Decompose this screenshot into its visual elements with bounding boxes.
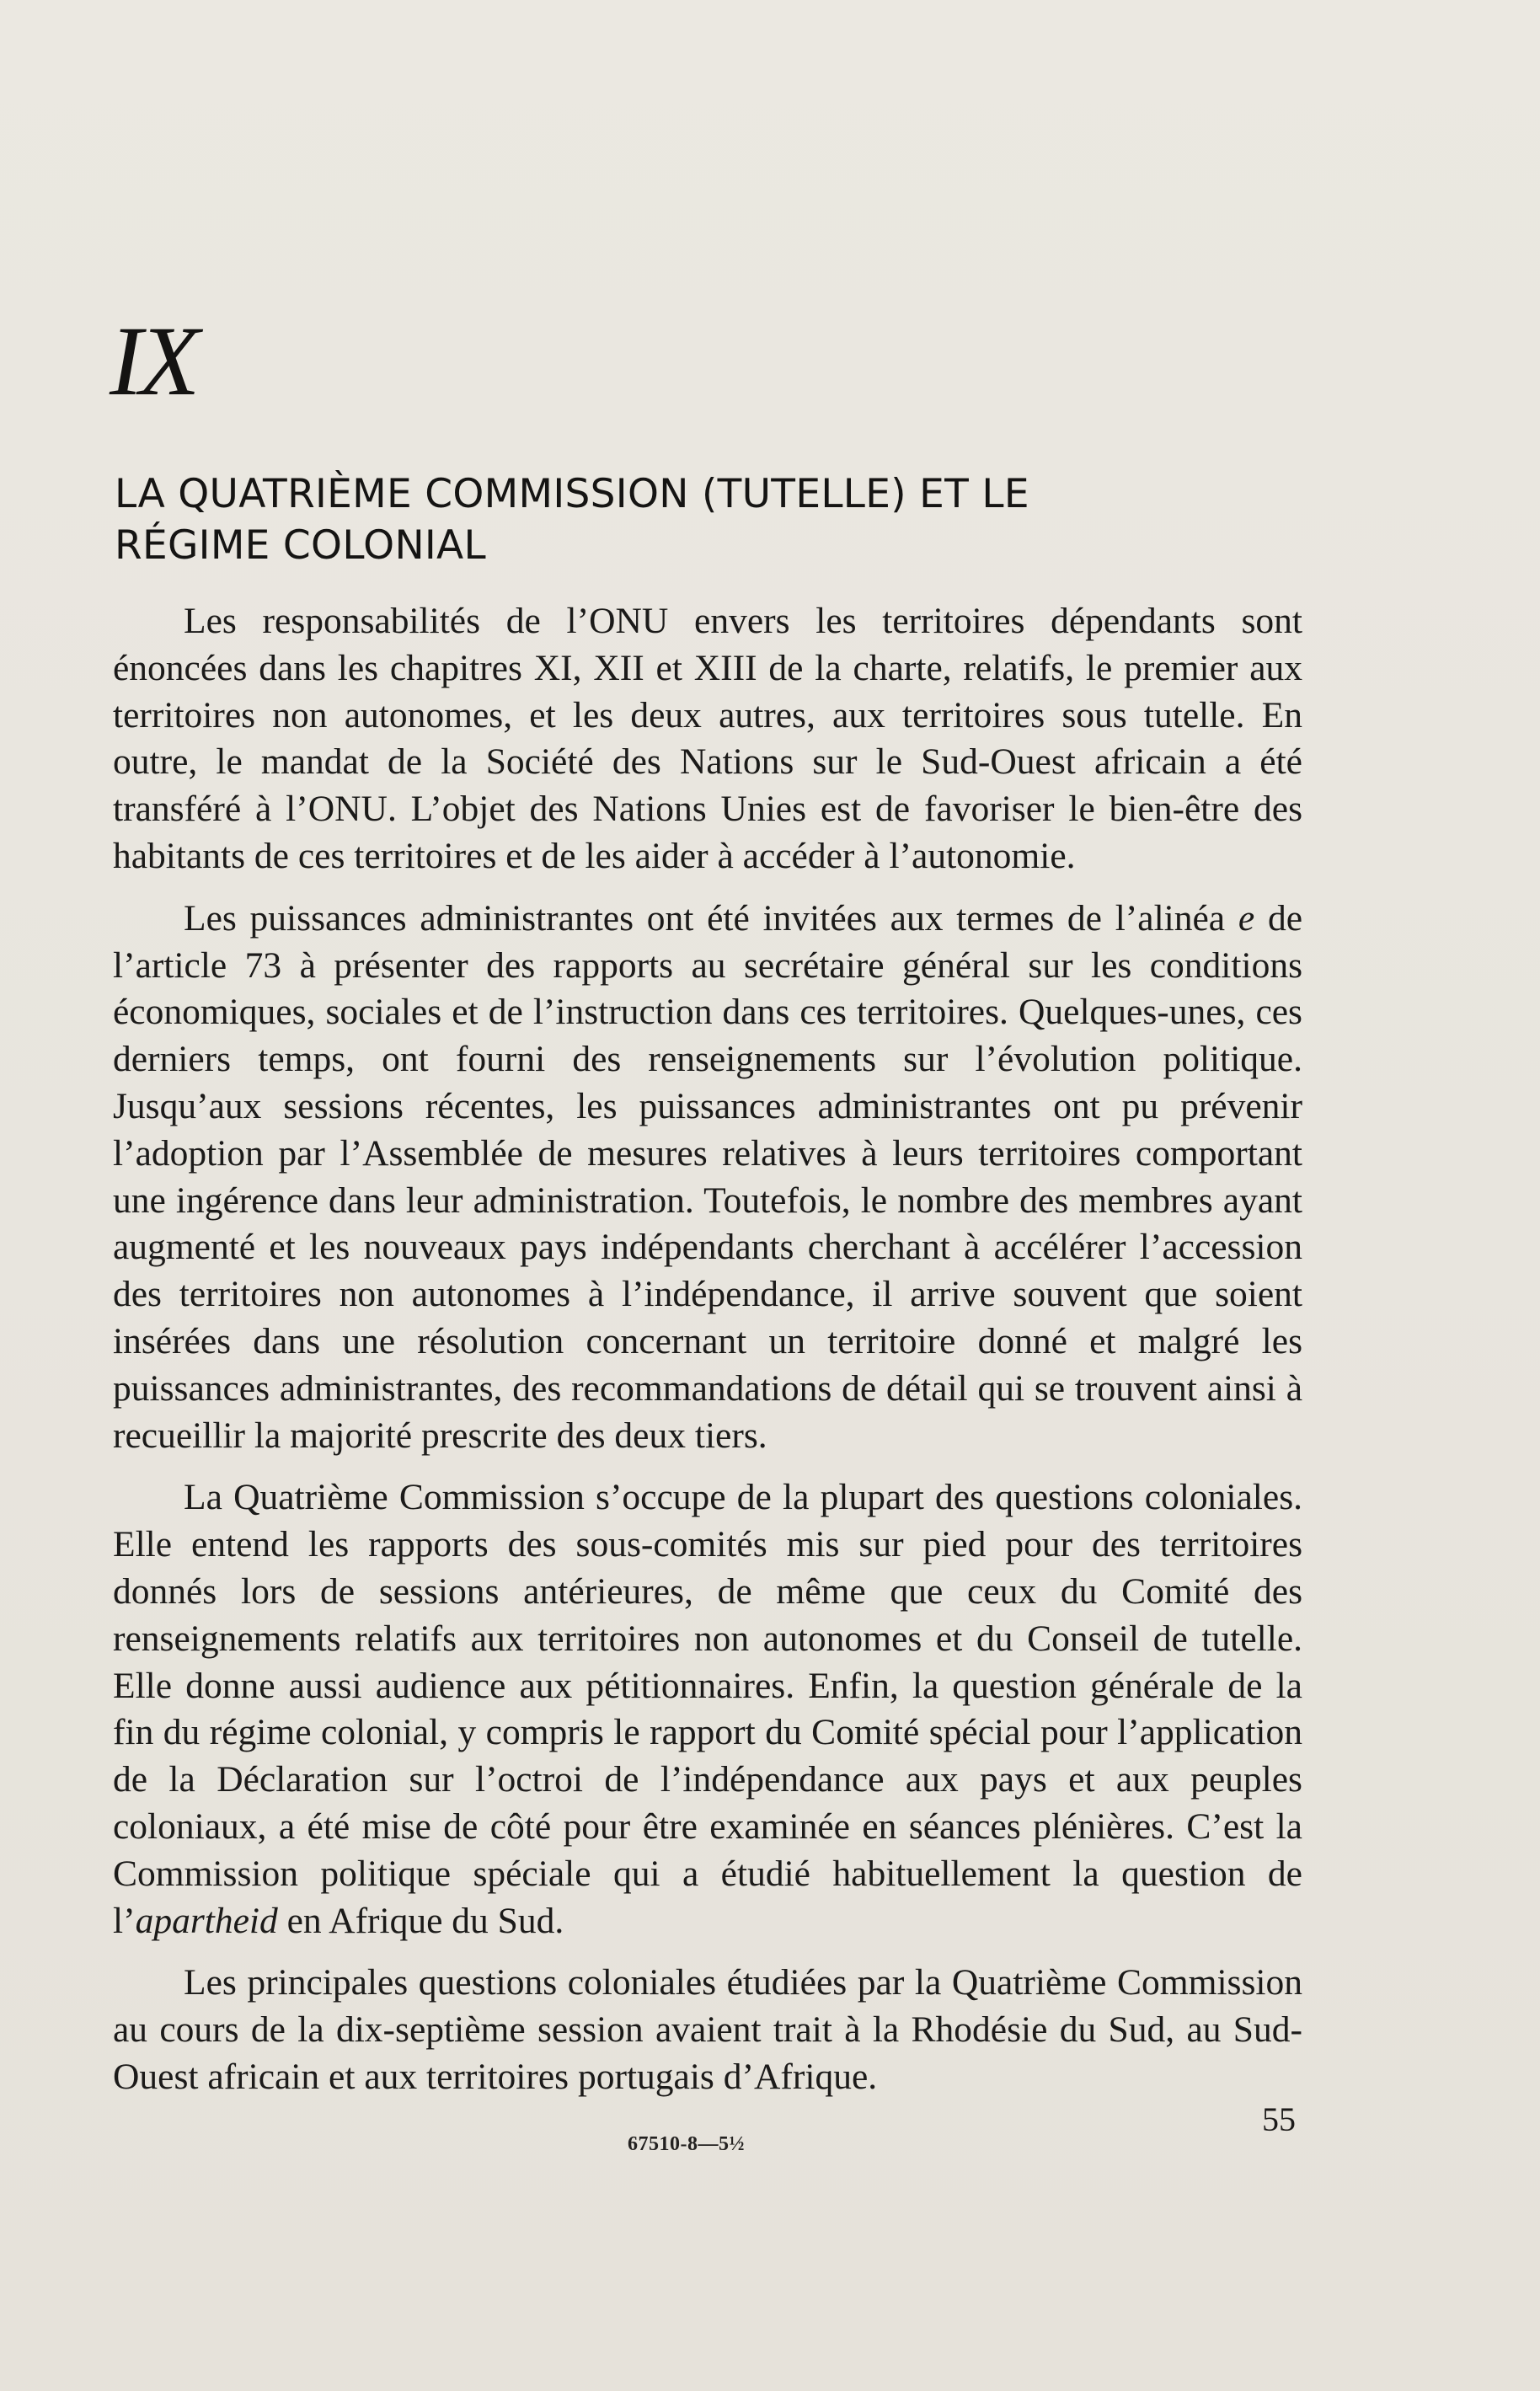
paragraph-2-italic: e bbox=[1238, 897, 1255, 939]
chapter-title bbox=[115, 468, 1126, 571]
paragraph-4: Les principales questions coloniales étudiées par la Quatrième Commission au cours de la dix-septième session avaient trait à la Rhodésie du Sud, au Sud-Ouest africain et aux territoires portugais d’Afrique. bbox=[113, 1962, 1302, 2097]
chapter-title-line-1: LA QUATRIÈME COMMISSION (TUTELLE) ET LE bbox=[115, 471, 1029, 517]
body-text bbox=[113, 598, 1302, 2101]
paragraph-2-text-b: de l’article 73 à présenter des rapports au secrétaire général sur les conditions économiques, sociales et de l’instruction dans ces territoires. Quelques-unes, ces derniers temps, ont fourni des renseignements sur l’évolution politique. Jusqu’aux sessions récentes, les puissances administrantes ont pu prévenir l’adoption par l’Assemblée de mesures relatives à leurs territoires comportant une ingérence dans leur administration. Toutefois, le nombre des membres ayant augmenté et les nouveaux pays indépendants cherchant à accélérer l’accession des territoires non autonomes à l’indépendance, il arrive souvent que soient insérées dans une résolution concernant un territoire donné et malgré les puissances administrantes, des recommandations de détail qui se trouvent ainsi à recueillir la majorité prescrite des deux tiers. bbox=[113, 897, 1302, 1456]
paragraph-3-text-a: La Quatrième Commission s’occupe de la plupart des questions coloniales. Elle entend les rapports des sous-comités mis sur pied pour des territoires donnés lors de sessions antérieures, de même que ceux du Comité des renseignements relatifs aux territoires non autonomes et du Conseil de tutelle. Elle donne aussi audience aux pétitionnaires. Enfin, la question générale de la fin du régime colonial, y compris le rapport du Comité spécial pour l’application de la Déclaration sur l’octroi de l’indépendance aux pays et aux peuples coloniaux, a été mise de côté pour être examinée en séances plénières. C’est la Commission politique spéciale qui a étudié habituellement la question de l’ bbox=[113, 1477, 1302, 1941]
paragraph-2 bbox=[113, 896, 1302, 1460]
chapter-title-line-2: RÉGIME COLONIAL bbox=[115, 522, 486, 569]
chapter-numeral: IX bbox=[110, 306, 197, 416]
paragraph-3-italic: apartheid bbox=[135, 1900, 278, 1941]
page-number: 55 bbox=[1262, 2100, 1296, 2138]
print-code: 67510-8—5½ bbox=[628, 2133, 745, 2155]
paragraph-2-text-a: Les puissances administrantes ont été invitées aux termes de l’alinéa bbox=[184, 897, 1238, 939]
paragraph-1: Les responsabilités de l’ONU envers les territoires dépendants sont énoncées dans les chapitres XI, XII et XIII de la charte, relatifs, le premier aux territoires non autonomes, et les deux autres, aux territoires sous tutelle. En outre, le mandat de la Société des Nations sur le Sud-Ouest africain a été transféré à l’ONU. L’objet des Nations Unies est de favoriser le bien-être des habitants de ces territoires et de les aider à accéder à l’autonomie. bbox=[113, 601, 1302, 876]
paragraph-3 bbox=[113, 1474, 1302, 1944]
paragraph-3-text-b: en Afrique du Sud. bbox=[277, 1900, 564, 1941]
